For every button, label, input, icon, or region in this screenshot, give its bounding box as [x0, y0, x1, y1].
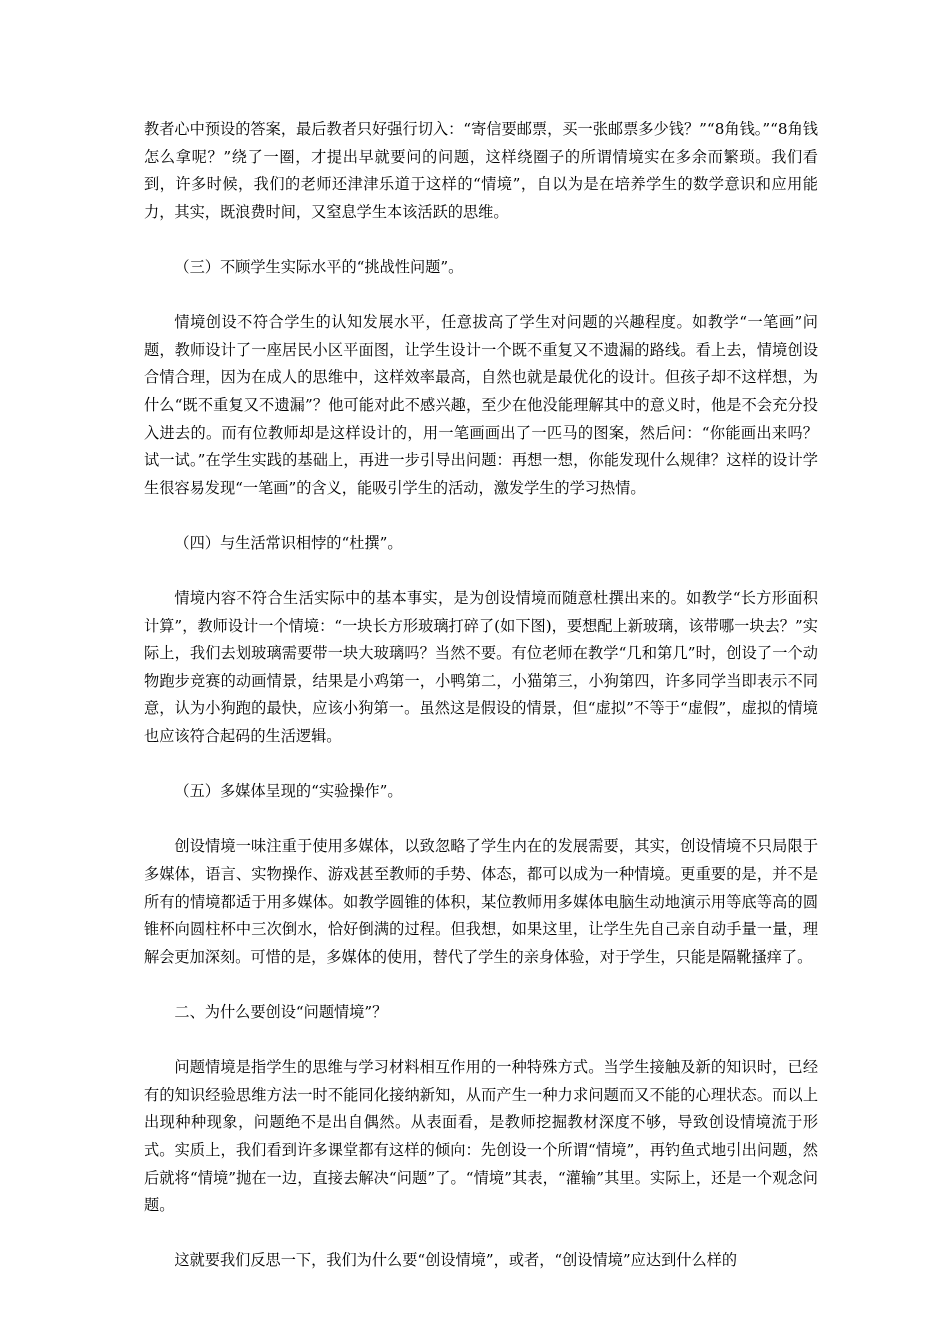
paragraph-gap: [144, 502, 818, 530]
paragraph-fabrication: 情境内容不符合生活实际中的基本事实，是为创设情境而随意杜撰出来的。如教学“长方形面积计算”，教师设计一个情境：“一块长方形玻璃打碎了(如下图)，要想配上新玻璃，该带哪一块去？”实际上，我们去划玻璃需要带一块大玻璃吗？当然不要。有位老师在教学“几和第几”时，创设了一个动物跑步竞赛的动画情景，结果是小鸡第一，小鸭第二，小猫第三，小狗第四，许多同学当即表示不同意，认为小狗跑的最快，应该小狗第一。虽然这是假设的情景，但“虚拟”不等于“虚假”，虚拟的情境也应该符合起码的生活逻辑。: [144, 589, 818, 746]
paragraph-gap: [144, 282, 818, 310]
section-heading-3: （三）不顾学生实际水平的“挑战性问题”。: [174, 257, 464, 276]
paragraph-gap: [144, 558, 818, 586]
paragraph-multimedia: 创设情境一味注重于使用多媒体，以致忽略了学生内在的发展需要，其实，创设情境不只局限于多媒体，语言、实物操作、游戏甚至教师的手势、体态，都可以成为一种情境。更重要的是，并不是所有的情境都适于用多媒体。如教学圆锥的体积，某位教师用多媒体电脑生动地演示用等底等高的圆锥杯向圆柱杯中三次倒水，恰好倒满的过程。但我想，如果这里，让学生先自己亲自动手量一量，理解会更加深刻。可惜的是，多媒体的使用，替代了学生的亲身体验，对于学生，只能是隔靴搔痒了。: [144, 837, 818, 966]
paragraph-gap: [144, 226, 818, 254]
paragraph-challenge-problem: 情境创设不符合学生的认知发展水平，任意拔高了学生对问题的兴趣程度。如教学“一笔画”问题，教师设计了一座居民小区平面图，让学生设计一个既不重复又不遗漏的路线。看上去，情境创设合情合理，因为在成人的思维中，这样效率最高，自然也就是最优化的设计。但孩子却不这样想，为什么“既不重复又不遗漏”？他可能对此不感兴趣，至少在他没能理解其中的意义时，他是不会充分投入进去的。而有位教师却是这样设计的，用一笔画画出了一匹马的图案，然后问：“你能画出来吗？试一试。”在学生实践的基础上，再进一步引导出问题：再想一想，你能发现什么规律？这样的设计学生很容易发现“一笔画”的含义，能吸引学生的活动，激发学生的学习热情。: [144, 313, 818, 497]
paragraph-gap: [144, 806, 818, 834]
section-heading-4: （四）与生活常识相悖的“杜撰”。: [174, 533, 403, 552]
paragraph-gap: [144, 971, 818, 999]
paragraph-reflection: 这就要我们反思一下，我们为什么要“创设情境”，或者，“创设情境”应达到什么样的: [174, 1251, 738, 1270]
paragraph-gap: [144, 751, 818, 779]
paragraph-problem-situation: 问题情境是指学生的思维与学习材料相互作用的一种特殊方式。当学生接触及新的知识时，已经有的知识经验思维方法一时不能同化接纳新知，从而产生一种力求问题而又不能的心理状态。而以上出现种种现象，问题绝不是出自偶然。从表面看，是教师挖掘教材深度不够，导致创设情境流于形式。实质上，我们看到许多课堂都有这样的倾向：先创设一个所谓“情境”，再钓鱼式地引出问题，然后就将“情境”抛在一边，直接去解决“问题”了。“情境”其表，“灌输”其里。实际上，还是一个观念问题。: [144, 1058, 818, 1215]
paragraph-gap: [144, 1027, 818, 1055]
paragraph-continuation: 教者心中预设的答案，最后教者只好强行切入：“寄信要邮票，买一张邮票多少钱？”“8角钱。”“8角钱怎么拿呢？”绕了一圈，才提出早就要问的问题，这样绕圈子的所谓情境实在多余而繁琐。我们看到，许多时候，我们的老师还津津乐道于这样的“情境”，自以为是在培养学生的数学意识和应用能力，其实，既浪费时间，又窒息学生本该活跃的思维。: [144, 120, 818, 221]
document-page: [144, 116, 818, 1275]
section-heading-5: （五）多媒体呈现的“实验操作”。: [174, 782, 403, 801]
paragraph-gap: [144, 1220, 818, 1248]
section-heading-why: 二、为什么要创设“问题情境”？: [174, 1003, 388, 1021]
